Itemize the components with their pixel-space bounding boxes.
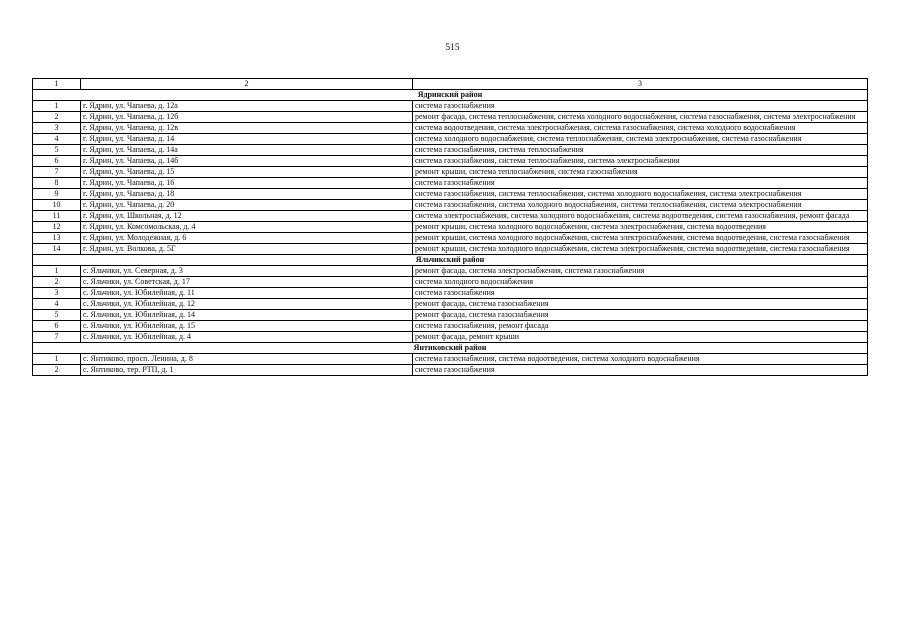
column-number-row bbox=[33, 79, 868, 90]
address-cell: с. Яльчики, ул. Северная, д. 3 bbox=[81, 266, 413, 277]
table-row bbox=[33, 277, 868, 288]
address-cell: г. Ядрин, ул. Волкова, д. 5Г bbox=[81, 244, 413, 255]
works-cell: ремонт фасада, система теплоснабжения, система холодного водоснабжения, система газоснабжения, система электроснабжения bbox=[413, 112, 868, 123]
address-cell: с. Яльчики, ул. Юбилейная, д. 12 bbox=[81, 299, 413, 310]
works-cell: система газоснабжения, ремонт фасада bbox=[413, 321, 868, 332]
address-cell: г. Ядрин, ул. Школьная, д. 12 bbox=[81, 211, 413, 222]
row-number: 1 bbox=[33, 354, 81, 365]
works-cell: система холодного водоснабжения bbox=[413, 277, 868, 288]
address-cell: г. Ядрин, ул. Комсомольская, д. 4 bbox=[81, 222, 413, 233]
table-row bbox=[33, 123, 868, 134]
works-cell: система газоснабжения, система холодного водоснабжения, система теплоснабжения, система электроснабжения bbox=[413, 200, 868, 211]
table-row bbox=[33, 101, 868, 112]
row-number: 9 bbox=[33, 189, 81, 200]
row-number: 3 bbox=[33, 288, 81, 299]
row-number: 3 bbox=[33, 123, 81, 134]
works-cell: система газоснабжения bbox=[413, 365, 868, 376]
address-cell: с. Янтиково, тер. РТП, д. 1 bbox=[81, 365, 413, 376]
works-cell: система водоотведения, система электроснабжения, система газоснабжения, система холодного водоснабжения bbox=[413, 123, 868, 134]
row-number: 6 bbox=[33, 156, 81, 167]
row-number: 7 bbox=[33, 332, 81, 343]
address-cell: г. Ядрин, ул. Чапаева, д. 20 bbox=[81, 200, 413, 211]
table-row bbox=[33, 354, 868, 365]
register-table bbox=[32, 78, 868, 376]
row-number: 7 bbox=[33, 167, 81, 178]
table-row bbox=[33, 299, 868, 310]
address-cell: с. Янтиково, просп. Ленина, д. 8 bbox=[81, 354, 413, 365]
works-cell: система газоснабжения, система теплоснабжения bbox=[413, 145, 868, 156]
row-number: 4 bbox=[33, 134, 81, 145]
table-row bbox=[33, 189, 868, 200]
address-cell: с. Яльчики, ул. Юбилейная, д. 4 bbox=[81, 332, 413, 343]
address-cell: г. Ядрин, ул. Чапаева, д. 15 bbox=[81, 167, 413, 178]
row-number: 2 bbox=[33, 277, 81, 288]
district-row bbox=[33, 90, 868, 101]
column-number-1: 1 bbox=[33, 79, 81, 90]
address-cell: г. Ядрин, ул. Чапаева, д. 14а bbox=[81, 145, 413, 156]
page-number: 515 bbox=[445, 43, 460, 53]
row-number: 2 bbox=[33, 112, 81, 123]
table-row bbox=[33, 200, 868, 211]
row-number: 14 bbox=[33, 244, 81, 255]
row-number: 4 bbox=[33, 299, 81, 310]
address-cell: с. Яльчики, ул. Советская, д. 17 bbox=[81, 277, 413, 288]
row-number: 8 bbox=[33, 178, 81, 189]
works-cell: система газоснабжения bbox=[413, 101, 868, 112]
row-number: 2 bbox=[33, 365, 81, 376]
table-row bbox=[33, 211, 868, 222]
column-number-2: 2 bbox=[81, 79, 413, 90]
works-cell: система газоснабжения bbox=[413, 178, 868, 189]
row-number: 11 bbox=[33, 211, 81, 222]
works-cell: система холодного водоснабжения, система теплоснабжения, система электроснабжения, система газоснабжения bbox=[413, 134, 868, 145]
table-row bbox=[33, 167, 868, 178]
table-row bbox=[33, 244, 868, 255]
address-cell: г. Ядрин, ул. Чапаева, д. 18 bbox=[81, 189, 413, 200]
district-row bbox=[33, 255, 868, 266]
address-cell: г. Ядрин, ул. Чапаева, д. 14 bbox=[81, 134, 413, 145]
works-cell: система газоснабжения, система теплоснабжения, система холодного водоснабжения, система электроснабжения bbox=[413, 189, 868, 200]
address-cell: с. Яльчики, ул. Юбилейная, д. 15 bbox=[81, 321, 413, 332]
table-row bbox=[33, 145, 868, 156]
address-cell: с. Яльчики, ул. Юбилейная, д. 14 bbox=[81, 310, 413, 321]
district-name: Янтиковский район bbox=[33, 343, 868, 354]
column-number-3: 3 bbox=[413, 79, 868, 90]
table-row bbox=[33, 332, 868, 343]
row-number: 1 bbox=[33, 266, 81, 277]
district-name: Яльчикский район bbox=[33, 255, 868, 266]
works-cell: ремонт крыши, система холодного водоснабжения, система электроснабжения, система водоотведения bbox=[413, 222, 868, 233]
works-cell: ремонт фасада, система электроснабжения, система газоснабжения bbox=[413, 266, 868, 277]
address-cell: г. Ядрин, ул. Чапаева, д. 14б bbox=[81, 156, 413, 167]
row-number: 12 bbox=[33, 222, 81, 233]
row-number: 5 bbox=[33, 310, 81, 321]
address-cell: г. Ядрин, ул. Чапаева, д. 12б bbox=[81, 112, 413, 123]
district-name: Ядринский район bbox=[33, 90, 868, 101]
works-cell: система газоснабжения, система теплоснабжения, система электроснабжения bbox=[413, 156, 868, 167]
table-row bbox=[33, 112, 868, 123]
table-row bbox=[33, 222, 868, 233]
works-cell: система газоснабжения bbox=[413, 288, 868, 299]
row-number: 13 bbox=[33, 233, 81, 244]
works-cell: ремонт фасада, система газоснабжения bbox=[413, 299, 868, 310]
table-row bbox=[33, 288, 868, 299]
row-number: 6 bbox=[33, 321, 81, 332]
table-row bbox=[33, 134, 868, 145]
table-row bbox=[33, 310, 868, 321]
works-cell: ремонт крыши, система холодного водоснабжения, система электроснабжения, система водоотведения, система газоснабжения bbox=[413, 244, 868, 255]
address-cell: г. Ядрин, ул. Молодежная, д. 6 bbox=[81, 233, 413, 244]
works-cell: ремонт фасада, система газоснабжения bbox=[413, 310, 868, 321]
address-cell: г. Ядрин, ул. Чапаева, д. 16 bbox=[81, 178, 413, 189]
register-table-body bbox=[33, 79, 868, 376]
works-cell: система газоснабжения, система водоотведения, система холодного водоснабжения bbox=[413, 354, 868, 365]
row-number: 1 bbox=[33, 101, 81, 112]
works-cell: ремонт крыши, система теплоснабжения, система газоснабжения bbox=[413, 167, 868, 178]
district-row bbox=[33, 343, 868, 354]
works-cell: ремонт фасада, ремонт крыши bbox=[413, 332, 868, 343]
address-cell: г. Ядрин, ул. Чапаева, д. 12а bbox=[81, 101, 413, 112]
table-row bbox=[33, 266, 868, 277]
table-row bbox=[33, 178, 868, 189]
table-row bbox=[33, 321, 868, 332]
row-number: 10 bbox=[33, 200, 81, 211]
table-row bbox=[33, 365, 868, 376]
address-cell: г. Ядрин, ул. Чапаева, д. 12в bbox=[81, 123, 413, 134]
table-row bbox=[33, 233, 868, 244]
works-cell: ремонт крыши, система холодного водоснабжения, система электроснабжения, система водоотведения, система газоснабжения bbox=[413, 233, 868, 244]
table-row bbox=[33, 156, 868, 167]
works-cell: система электроснабжения, система холодного водоснабжения, система водоотведения, система газоснабжения, ремонт фасада bbox=[413, 211, 868, 222]
address-cell: с. Яльчики, ул. Юбилейная, д. 11 bbox=[81, 288, 413, 299]
row-number: 5 bbox=[33, 145, 81, 156]
